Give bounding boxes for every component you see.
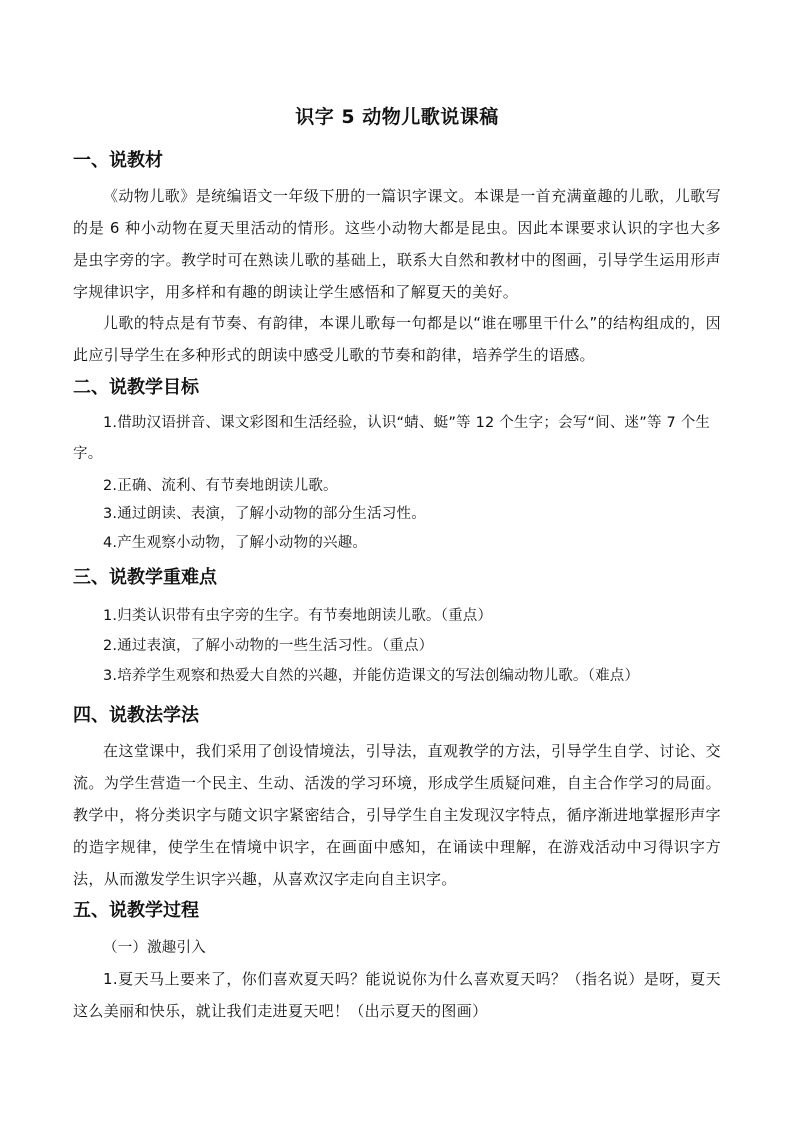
key-point-item-2: 2.通过表演，了解小动物的一些生活习性。（重点） bbox=[103, 638, 434, 654]
paragraph-textbook-1: 《动物儿歌》是统编语文一年级下册的一篇识字课文。本课是一首充满童趣的儿歌，儿歌写的是 6 种小动物在夏天里活动的情形。这些小动物大都是昆虫。因此本课要求认识的字也大多是虫字旁的字。教学时可在熟读儿歌的基础上，联系大自然和教材中的图画，引导学生运用形声字规律识字，用多样和有趣的朗读让学生感悟和了解夏天的美好。 bbox=[73, 187, 721, 301]
section-heading-process: 五、说教学过程 bbox=[73, 900, 199, 921]
paragraph-process-1: 1.夏天马上要来了，你们喜欢夏天吗？能说说你为什么喜欢夏天吗？（指名说）是呀，夏天这么美丽和快乐，就让我们走进夏天吧！（出示夏天的图画） bbox=[73, 970, 721, 1020]
section-heading-goals: 二、说教学目标 bbox=[73, 377, 199, 398]
goal-item-3: 3.通过朗读、表演，了解小动物的部分生活习性。 bbox=[103, 506, 426, 522]
section-heading-methods: 四、说教法学法 bbox=[73, 705, 199, 726]
key-point-item-1: 1.归类认识带有虫字旁的生字。有节奏地朗读儿歌。（重点） bbox=[103, 608, 493, 624]
goal-item-4: 4.产生观察小动物，了解小动物的兴趣。 bbox=[103, 535, 368, 551]
document-title: 识字 5 动物儿歌说课稿 bbox=[295, 106, 499, 128]
paragraph-textbook-2: 儿歌的特点是有节奏、有韵律，本课儿歌每一句都是以“谁在哪里干什么”的结构组成的，因此应引导学生在多种形式的朗读中感受儿歌的节奏和韵律，培养学生的语感。 bbox=[73, 314, 721, 364]
section-heading-key-points: 三、说教学重难点 bbox=[73, 567, 217, 588]
key-point-item-3: 3.培养学生观察和热爱大自然的兴趣，并能仿造课文的写法创编动物儿歌。（难点） bbox=[103, 668, 640, 684]
goal-item-1: 1.借助汉语拼音、课文彩图和生活经验，认识“蜻、蜓”等 12 个生字；会写“间、迷”等 7 个生字。 bbox=[73, 415, 711, 462]
process-subheading: （一）激趣引入 bbox=[103, 940, 206, 956]
goal-item-2: 2.正确、流利、有节奏地朗读儿歌。 bbox=[103, 478, 338, 494]
section-heading-textbook: 一、说教材 bbox=[73, 150, 163, 171]
paragraph-methods: 在这堂课中，我们采用了创设情境法，引导法，直观教学的方法，引导学生自学、讨论、交流。为学生营造一个民主、生动、活泼的学习环境，形成学生质疑问难，自主合作学习的局面。教学中，将分类识字与随文识字紧密结合，引导学生自主发现汉字特点，循序渐进地掌握形声字的造字规律，使学生在情境中识字，在画面中感知，在诵读中理解，在游戏活动中习得识字方法，从而激发学生识字兴趣，从喜欢汉字走向自主识字。 bbox=[73, 742, 721, 888]
